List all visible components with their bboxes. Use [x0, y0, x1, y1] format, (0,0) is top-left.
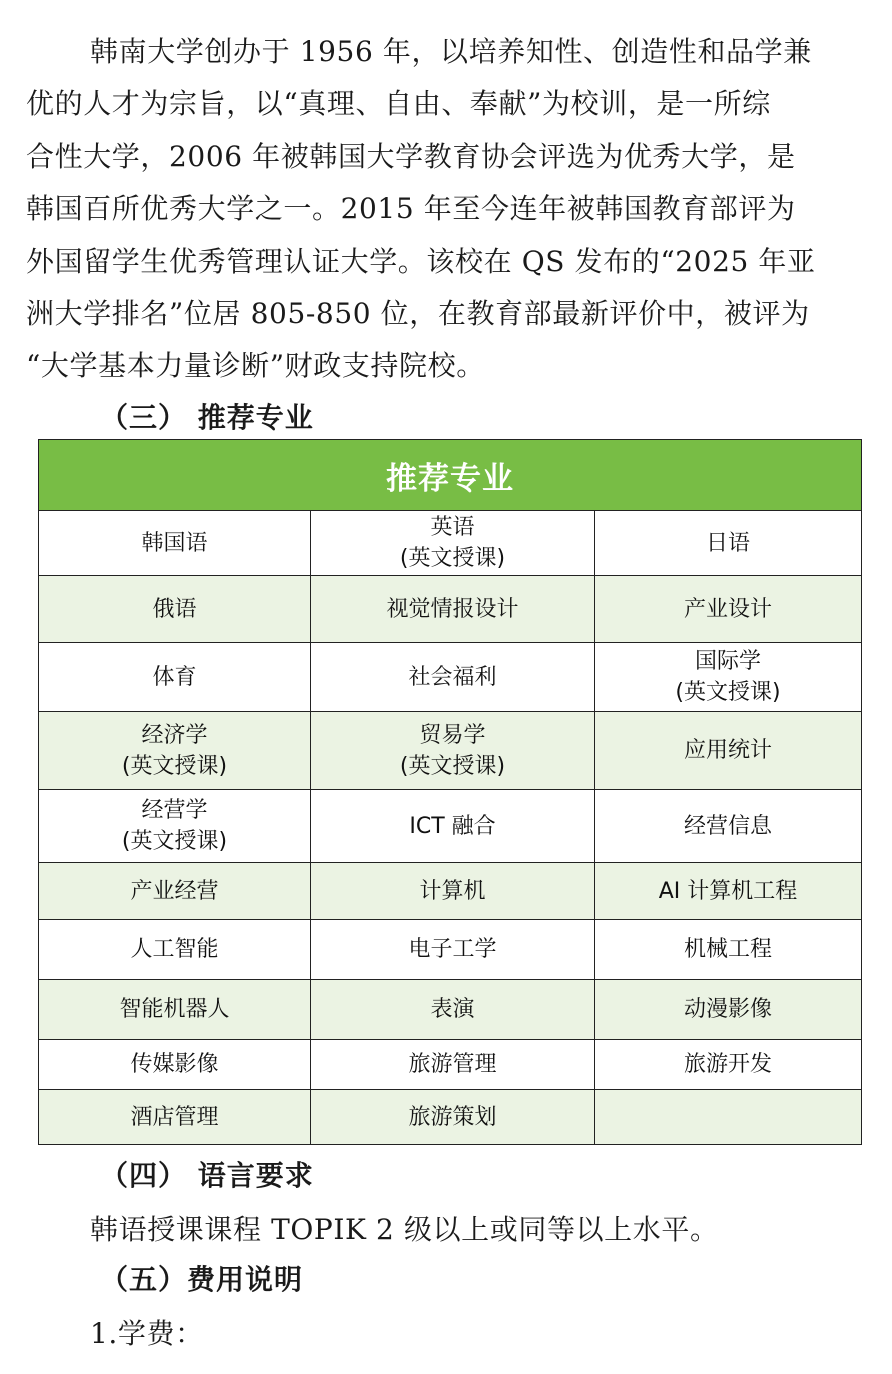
cell-line: (英文授课): [399, 753, 506, 779]
section-heading-recommended-majors: （三） 推荐专业: [100, 401, 314, 434]
cell-line: 表演: [430, 997, 475, 1022]
language-requirement-text: 韩语授课课程 TOPIK 2 级以上或同等以上水平。: [90, 1213, 719, 1246]
cell-line: 旅游开发: [683, 1052, 772, 1077]
cell-line: 产业设计: [683, 596, 772, 622]
cell-line: 动漫影像: [683, 997, 772, 1022]
cell-line: 计算机: [419, 878, 486, 904]
table-cell: [39, 1090, 311, 1145]
table-cell: [311, 712, 595, 790]
intro-line: 外国留学生优秀管理认证大学。该校在 QS 发布的“2025 年亚: [26, 244, 816, 278]
cell-line: 英语: [430, 515, 475, 540]
table-row: [39, 511, 862, 576]
cell-line: 产业经营: [130, 878, 219, 904]
table-row: [39, 980, 862, 1040]
table-cell: [595, 712, 862, 790]
table-cell: [311, 576, 595, 643]
cell-line: 贸易学: [419, 722, 486, 748]
table-cell: [39, 511, 311, 576]
table-cell: [39, 1040, 311, 1090]
table-cell: [311, 1090, 595, 1145]
table-cell: [39, 790, 311, 863]
table-cell: [39, 643, 311, 712]
table-row: [39, 863, 862, 920]
cell-line: 电子工学: [408, 937, 497, 962]
table-cell: [39, 920, 311, 980]
table-cell: [311, 863, 595, 920]
majors-table-header-row: [39, 440, 862, 511]
cell-line: 经济学: [141, 722, 208, 748]
table-cell: [39, 863, 311, 920]
intro-line: 韩南大学创办于 1956 年，以培养知性、创造性和品学兼: [90, 35, 812, 68]
table-cell: [311, 643, 595, 712]
cell-line: ICT 融合: [409, 813, 496, 839]
table-row: [39, 643, 862, 712]
table-row: [39, 712, 862, 790]
table-row: [39, 790, 862, 863]
cell-line: 经营学: [141, 798, 208, 823]
majors-table-body: [39, 511, 862, 1145]
cell-line: 传媒影像: [130, 1052, 219, 1077]
cell-line: 旅游管理: [408, 1052, 497, 1077]
table-cell: [311, 790, 595, 863]
cell-line: 视觉情报设计: [386, 596, 519, 622]
fee-item-tuition: 1.学费：: [90, 1317, 204, 1350]
cell-line: 机械工程: [683, 937, 772, 962]
intro-line: 洲大学排名”位居 805-850 位，在教育部最新评价中，被评为: [26, 296, 810, 330]
cell-line: 智能机器人: [119, 997, 230, 1022]
intro-line: “大学基本力量诊断”财政支持院校。: [26, 349, 485, 383]
cell-line: AI 计算机工程: [658, 878, 798, 904]
table-cell: [595, 790, 862, 863]
section-heading-language-requirements: （四） 语言要求: [100, 1159, 314, 1192]
intro-line: 合性大学，2006 年被韩国大学教育协会评选为优秀大学，是: [26, 139, 796, 173]
cell-line: 人工智能: [130, 937, 219, 962]
table-cell: [595, 980, 862, 1040]
intro-line: 韩国百所优秀大学之一。2015 年至今连年被韩国教育部评为: [26, 192, 796, 226]
table-cell: [39, 980, 311, 1040]
table-cell-empty: [595, 1090, 862, 1145]
section-heading-fees: （五）费用说明: [100, 1263, 304, 1296]
table-row: [39, 920, 862, 980]
table-cell: [595, 863, 862, 920]
cell-line: (英文授课): [675, 680, 781, 705]
cell-line: (英文授课): [399, 546, 506, 571]
intro-line: 优的人才为宗旨，以“真理、自由、奉献”为校训，是一所综: [26, 87, 771, 121]
intro-paragraph: [26, 26, 876, 393]
cell-line: 体育: [152, 664, 197, 690]
cell-line: 经营信息: [683, 813, 772, 839]
table-cell: [595, 511, 862, 576]
cell-line: 国际学: [694, 649, 761, 674]
majors-table-header: 推荐专业: [39, 440, 862, 511]
cell-line: 应用统计: [683, 738, 772, 763]
cell-line: 酒店管理: [130, 1104, 219, 1130]
table-cell: [39, 712, 311, 790]
cell-line: (英文授课): [121, 829, 228, 854]
table-cell: [311, 1040, 595, 1090]
table-row: [39, 576, 862, 643]
table-row: [39, 1040, 862, 1090]
table-cell: [39, 576, 311, 643]
table-cell: [311, 920, 595, 980]
cell-line: 俄语: [152, 596, 197, 622]
table-cell: [595, 1040, 862, 1090]
table-cell: [311, 511, 595, 576]
table-cell: [595, 920, 862, 980]
majors-table: [38, 439, 862, 1145]
cell-line: 韩国语: [141, 530, 208, 556]
table-row: [39, 1090, 862, 1145]
cell-line: 社会福利: [408, 664, 497, 690]
table-cell: [311, 980, 595, 1040]
cell-line: 旅游策划: [408, 1104, 497, 1130]
table-cell: [595, 576, 862, 643]
cell-line: 日语: [705, 530, 750, 556]
cell-line: (英文授课): [121, 753, 228, 779]
table-cell: [595, 643, 862, 712]
